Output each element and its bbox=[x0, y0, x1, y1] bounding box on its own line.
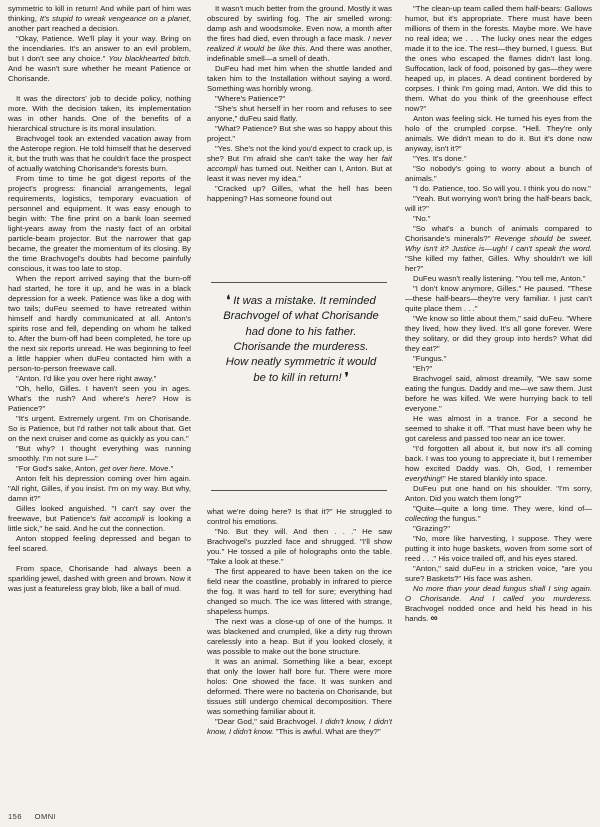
paragraph-text: "Eh?" bbox=[413, 364, 433, 373]
paragraph bbox=[405, 184, 592, 194]
paragraph-italic-text: No more than your dead fungus shall I sing again. O Chorisande. And I called you murderess. bbox=[405, 584, 592, 603]
paragraph bbox=[405, 154, 592, 164]
paragraph bbox=[207, 527, 392, 567]
paragraph bbox=[405, 504, 592, 524]
paragraph bbox=[405, 414, 592, 444]
paragraph bbox=[405, 524, 592, 534]
paragraph bbox=[207, 717, 392, 737]
paragraph bbox=[405, 354, 592, 364]
paragraph-italic-text: I never realized it would be like this bbox=[207, 34, 392, 53]
paragraph bbox=[8, 444, 191, 464]
paragraph-text-continued: "She killed my father, Gilles. Why shouldn't we kill her?" bbox=[405, 254, 592, 273]
paragraph bbox=[207, 4, 392, 64]
paragraph-text-continued: is looking a little sick," he said. And he cut the connection. bbox=[8, 514, 191, 533]
paragraph bbox=[8, 94, 191, 134]
paragraph bbox=[8, 504, 191, 534]
paragraph bbox=[405, 564, 592, 584]
paragraph bbox=[8, 134, 191, 174]
paragraph-text: "Yes. It's done." bbox=[413, 154, 467, 163]
text-column-3 bbox=[405, 4, 592, 809]
paragraph-text: He was almost in a trance. For a second he seemed to shake it off. "That must have been why he got careless and passed too near an ice tower. bbox=[405, 414, 592, 443]
paragraph-text: The next was a close-up of one of the humps. It was blackened and crumpled, like a dirty rug thrown carelessly into a heap. But if you looked closely, it was possible to make out the bone structure. bbox=[207, 617, 392, 656]
text-column-2-bottom bbox=[207, 507, 392, 737]
pull-quote-text: It was a mistake. It reminded Brachvogel of what Chorisande had done to his father. Chorisande the murderess. How neatly symmetric it would be to kill in return! bbox=[223, 295, 379, 385]
paragraph-italic-text: here bbox=[136, 394, 152, 403]
paragraph-text: It wasn't much better from the ground. Mostly it was obscured by swirling fog. The air smelled wrong: damp ash and woodsmoke. Even now, a month after the fires had died, even through a face mask. bbox=[207, 4, 392, 43]
paragraph-italic-text: You blackhearted bitch. bbox=[108, 54, 191, 63]
paragraph-italic-text: I didn't know, I didn't know, I didn't know. bbox=[207, 717, 392, 736]
paragraph bbox=[405, 364, 592, 374]
paragraph-text: "No. But they will. And then . . ." He saw Brachvogel's puzzled face and shrugged. "I'll show you." He tossed a pile of holographs onto the table. "Take a look at these." bbox=[207, 527, 392, 566]
paragraph-text-continued: has turned out. Neither can I, Anton. But at least it was never my idea." bbox=[207, 164, 392, 183]
paragraph-italic-text: Revenge should be sweet. Why isn't it? Justice is—ugh! I can't speak the word. bbox=[405, 234, 592, 253]
paragraph-text: DuFeu had met him when the shuttle landed and taken him to the Installation without saying a word. Something was horribly wrong. bbox=[207, 64, 392, 93]
paragraph-italic-text: get over here bbox=[99, 464, 146, 473]
paragraph bbox=[8, 384, 191, 414]
paragraph-text: what we're doing here? Is that it?" He struggled to control his emotions. bbox=[207, 507, 392, 526]
close-quote-mark: ❜ bbox=[344, 370, 349, 385]
paragraph bbox=[8, 274, 191, 374]
paragraph bbox=[207, 94, 392, 104]
paragraph-text: Gilles looked anguished. "I can't say over the freewave, but Patience's bbox=[8, 504, 191, 523]
paragraph bbox=[8, 564, 191, 594]
paragraph-text: "Oh, hello, Gilles. I haven't seen you in ages. What's the rush? And where's bbox=[8, 384, 191, 403]
paragraph-text-continued: , another part reached a decision. bbox=[8, 14, 191, 33]
paragraph bbox=[405, 284, 592, 314]
paragraph bbox=[405, 194, 592, 214]
paragraph bbox=[207, 184, 392, 204]
paragraph bbox=[207, 617, 392, 657]
paragraph-text: "Yes. She's not the kind you'd expect to crack up, is she? But I'm afraid she can't take the way her bbox=[207, 144, 392, 163]
paragraph-text: "Quite—quite a long time. They were, kind of— bbox=[413, 504, 592, 513]
paragraph-text: "I do. Patience, too. So will you. I think you do now." bbox=[413, 184, 591, 193]
section-break bbox=[8, 554, 191, 564]
paragraph-text: "So what's a bunch of animals compared to Chorisande's minerals?" bbox=[405, 224, 592, 243]
paragraph-text: "Fungus." bbox=[413, 354, 447, 363]
paragraph-text: "I don't know anymore, Gilles." He paused. "These—these half-bears—they're very familiar. I just can't quite place them . . ." bbox=[405, 284, 592, 313]
paragraph-text: The first appeared to have been taken on the ice field near the coastline, probably in infrared to pierce the fog. It was hard to tell for sure; everything had changed so much. The ice was littered with strange, shapeless humps. bbox=[207, 567, 392, 616]
paragraph bbox=[8, 464, 191, 474]
paragraph-text: DuFeu put one hand on his shoulder. "I'm sorry, Anton. Did you watch them long?" bbox=[405, 484, 592, 503]
paragraph bbox=[405, 484, 592, 504]
paragraph-text: "Anton," said duFeu in a stricken voice, "are you sure? Baskets?" His face was ashen. bbox=[405, 564, 592, 583]
pull-quote-bottom-rule bbox=[211, 490, 387, 491]
paragraph bbox=[405, 314, 592, 354]
paragraph-text: DuFeu wasn't really listening. "You tell me, Anton." bbox=[413, 274, 586, 283]
paragraph-text-continued: ? How is Patience?" bbox=[8, 394, 191, 413]
paragraph bbox=[8, 34, 191, 84]
pull-quote-top-rule bbox=[211, 282, 387, 283]
paragraph bbox=[207, 144, 392, 184]
paragraph-text: "But why? I thought everything was running smoothly. I'm not sure I—" bbox=[8, 444, 191, 463]
text-column-1 bbox=[8, 4, 191, 809]
paragraph-text: "I'd forgotten all about it, but now it's all coming back. I was too young to appreciate it, but I remember how excited Daddy was. Oh, God, I remember bbox=[405, 444, 592, 473]
paragraph-text: "Grazing?" bbox=[413, 524, 450, 533]
paragraph-text: It was an animal. Something like a bear, except that only the lower half bore fur. There were more holos: One showed the face. It was sunken and deformed. There were no bacteria on Chorisande, but tissues still undergo chemical decomposition. There was something familiar about it. bbox=[207, 657, 392, 716]
paragraph-italic-text: collecting bbox=[405, 514, 438, 523]
paragraph bbox=[207, 567, 392, 617]
paragraph-text: "What? Patience? But she was so happy about this project." bbox=[207, 124, 392, 143]
paragraph-italic-text: It's stupid to wreak vengeance on a planet bbox=[39, 14, 189, 23]
paragraph-text: Anton stopped feeling depressed and began to feel scared. bbox=[8, 534, 191, 553]
paragraph-text-continued: And he wasn't sure whether he meant Patience or Chorisande. bbox=[8, 64, 191, 83]
open-quote-mark: ❛ bbox=[226, 293, 231, 307]
paragraph-italic-text: fait accompli bbox=[207, 154, 392, 173]
paragraph bbox=[405, 444, 592, 484]
paragraph bbox=[8, 374, 191, 384]
paragraph bbox=[207, 507, 392, 527]
paragraph bbox=[405, 224, 592, 274]
paragraph-text: "So nobody's going to worry about a bunch of animals." bbox=[405, 164, 592, 183]
paragraph bbox=[207, 64, 392, 94]
paragraph-text: Brachvogel took an extended vacation away from the Asterope region. He told himself that he deserved it, but the truth was that he couldn't face the prospect of actually watching Chorisande's forests burn. bbox=[8, 134, 191, 173]
paragraph bbox=[8, 474, 191, 504]
paragraph-text: Brachvogel said, almost dreamily, "We saw some eating the fungus. Daddy and me—we saw them. Just before he was killed. We were hurrying back to tell everyone." bbox=[405, 374, 592, 413]
paragraph-text: "Where's Patience?" bbox=[215, 94, 286, 103]
section-break bbox=[8, 84, 191, 94]
paragraph bbox=[207, 124, 392, 144]
paragraph bbox=[405, 4, 592, 114]
paragraph bbox=[405, 164, 592, 184]
paragraph-text: symmetric to kill in return! And while part of him was thinking, bbox=[8, 4, 191, 23]
paragraph-text: "Yeah. But worrying won't bring the half-bears back, will it?" bbox=[405, 194, 592, 213]
paragraph-italic-text: everything bbox=[405, 474, 441, 483]
paragraph bbox=[8, 4, 191, 34]
paragraph-text-continued: !" He stared blankly into space. bbox=[440, 474, 548, 483]
page-number: 156 bbox=[8, 812, 23, 821]
paragraph bbox=[405, 114, 592, 154]
paragraph-text: It was the directors' job to decide policy, nothing more. With the decision taken, its implementation was in other hands. One of the benefits of a hierarchical structure is its moral insulation. bbox=[8, 94, 191, 133]
text-column-2-top bbox=[207, 4, 392, 204]
paragraph-text-continued: the fungus." bbox=[437, 514, 481, 523]
paragraph bbox=[207, 657, 392, 717]
paragraph-text: "She's shut herself in her room and refuses to see anyone," duFeu said flatly. bbox=[207, 104, 392, 123]
paragraph bbox=[405, 274, 592, 284]
paragraph-text: "No." bbox=[413, 214, 431, 223]
paragraph-text: Anton was feeling sick. He turned his eyes from the holo of the crumpled corpse. "Hell. They're only animals. We didn't mean to do it. But it's done now anyway, isn't it?" bbox=[405, 114, 592, 153]
paragraph bbox=[405, 214, 592, 224]
paragraph bbox=[8, 534, 191, 554]
paragraph-text: "For God's sake, Anton, bbox=[16, 464, 100, 473]
paragraph-text: From time to time he got digest reports of the project's progress: financial arrangements, legal requirements, logistics, temporary evacuation of personnel and equipment. It was easy enough to begin with: The fine print on a bank loan seemed light-years away from the nasty fact of an orbital particle-beam projector. But the narrower that gap became, the greater the momentum of its closing. By the time Brachvogel's doubts had become painfully conscious, it was too late to stop. bbox=[8, 174, 191, 273]
paragraph-text: "Anton. I'd like you over here right away." bbox=[16, 374, 157, 383]
paragraph-text-continued: . Move." bbox=[145, 464, 174, 473]
paragraph-text: From space, Chorisande had always been a sparkling jewel, dashed with green and brown. Now it was just a featureless gray blob, like a ball of mud. bbox=[8, 564, 191, 593]
paragraph-text: When the report arrived saying that the burn-off had started, he tore it up, and he was in a black depression for a week. Patience was like a dog with two tails; duFeu seemed to have retreated within himself and hardly communicated at all. Anton's spirits rose and fell, depending on whom he talked to. After the burn-off had been completed, he tore up the next six reports unread. He was beginning to feel a little happier when duFeu contacted him with a person-to-person freewave call. bbox=[8, 274, 191, 373]
paragraph-text: "Dear God," said Brachvogel. bbox=[215, 717, 321, 726]
paragraph-italic-text: fait accompli bbox=[99, 514, 145, 523]
paragraph-text: "The clean-up team called them half-bears: Gallows humor, but it's appropriate. There must have been millions of them in the forests. Maybe more. We have no real idea; we . . . The lucky ones near the edges made it to the ice. The rest—they burned, I guess. But the ones who escaped the flames didn't last long. Suffocation, lack of food, poisoned by gas—they were heaped up, in places. A dead continent bordered by corpses. I think I'm going mad, Anton. We did this to them. What do you think of the greenhouse effect now?" bbox=[405, 4, 592, 113]
paragraph-text: "It's urgent. Extremely urgent. I'm on Chorisande. So is Patience, but I'd rather not talk about that. Get on the next cruiser and come as quickly as you can." bbox=[8, 414, 191, 443]
paragraph bbox=[405, 374, 592, 414]
paragraph bbox=[8, 414, 191, 444]
paragraph-text-continued: Brachvogel nodded once and held his head in his hands. bbox=[405, 604, 592, 623]
paragraph-text: "Okay, Patience. We'll play it your way. Bring on the incendiaries. It's an answer to an evil problem, but I don't see any choice." bbox=[8, 34, 191, 63]
paragraph bbox=[207, 104, 392, 124]
magazine-name: OMNI bbox=[34, 812, 57, 821]
paragraph-text: "We know so little about them," said duFeu. "Where they lived, how they lived. It's all gone forever. Were they solitary, or did they group into herds? What did they eat?" bbox=[405, 314, 592, 353]
paragraph bbox=[405, 534, 592, 564]
paragraph-text: "No, more like harvesting, I suppose. They were putting it into huge baskets, woven from some sort of reed . . ." His voice trailed off, and his eyes stared. bbox=[405, 534, 592, 563]
text-column-2 bbox=[207, 4, 392, 809]
paragraph-text: Anton felt his depression coming over him again. "All right, Gilles, if you insist. I'm on my way. But why, damn it?" bbox=[8, 474, 191, 503]
paragraph bbox=[405, 584, 592, 624]
paragraph-text: "Cracked up? Gilles, what the hell has been happening? Has someone found out bbox=[207, 184, 392, 203]
paragraph bbox=[8, 174, 191, 274]
paragraph-text-continued: . And there was another, indefinable smell—a smell of death. bbox=[207, 44, 392, 63]
end-of-story-mark: ∞ bbox=[430, 613, 436, 624]
pull-quote bbox=[222, 293, 380, 387]
paragraph-text-continued: "This is awful. What are they?" bbox=[273, 727, 381, 736]
page-footer bbox=[8, 812, 66, 821]
